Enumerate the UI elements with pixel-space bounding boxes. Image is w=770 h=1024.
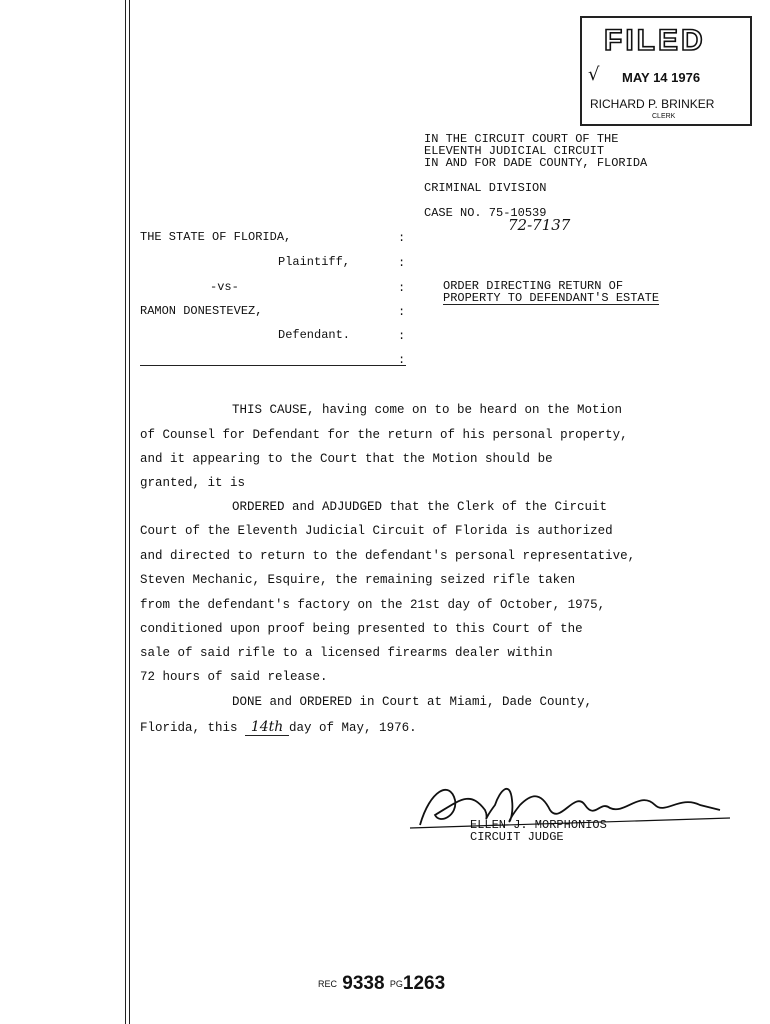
body-line-13: DONE and ORDERED in Court at Miami, Dade County, [232, 695, 593, 709]
caption-colon: : [398, 281, 406, 295]
judge-title: CIRCUIT JUDGE [470, 830, 564, 844]
caption-colon: : [398, 353, 406, 367]
caption-colon: : [398, 231, 406, 245]
body-line-5: ORDERED and ADJUDGED that the Clerk of the Circuit [232, 500, 608, 514]
defendant-role: Defendant. [278, 328, 351, 342]
court-name-line3: IN AND FOR DADE COUNTY, FLORIDA [424, 156, 648, 170]
plaintiff-role: Plaintiff, [278, 255, 351, 269]
filed-stamp [580, 16, 752, 126]
page-number: 1263 [402, 973, 446, 994]
margin-rule-left [125, 0, 126, 1024]
dated-prefix: Florida, this [140, 721, 238, 735]
body-line-1: THIS CAUSE, having come on to be heard on the Motion [232, 403, 623, 417]
court-name-line2: ELEVENTH JUDICIAL CIRCUIT [424, 144, 605, 158]
page-prefix: PG [389, 978, 403, 989]
court-name-line1: IN THE CIRCUIT COURT OF THE [424, 132, 619, 146]
case-number: CASE NO. 75-10539 [424, 206, 547, 220]
plaintiff-name: THE STATE OF FLORIDA, [140, 230, 292, 244]
book-prefix: REC [318, 978, 338, 989]
body-line-10: conditioned upon proof being presented to this Court of the [140, 622, 583, 636]
dated-line [140, 719, 417, 736]
book-number: 9338 [342, 973, 385, 994]
filed-stamp-date: MAY 14 1976 [622, 70, 701, 85]
versus-label: -vs- [210, 280, 239, 294]
filed-stamp-title: FILED [604, 24, 706, 57]
filed-stamp-clerk-name: RICHARD P. BRINKER [590, 97, 715, 111]
stamp-initial-mark: √ [588, 64, 600, 85]
court-division: CRIMINAL DIVISION [424, 181, 547, 195]
caption-colon: : [398, 329, 406, 343]
dated-day-handwritten: 14th [245, 719, 289, 736]
body-line-4: granted, it is [140, 476, 246, 490]
filed-stamp-clerk-title: CLERK [652, 113, 676, 120]
body-line-8: Steven Mechanic, Esquire, the remaining seized rifle taken [140, 573, 576, 587]
body-line-2: of Counsel for Defendant for the return of his personal property, [140, 428, 628, 442]
body-line-11: sale of said rifle to a licensed firearms dealer within [140, 646, 553, 660]
body-line-6: Court of the Eleventh Judicial Circuit of Florida is authorized [140, 524, 613, 538]
body-line-12: 72 hours of said release. [140, 670, 328, 684]
margin-rule-right [129, 0, 130, 1024]
caption-colon: : [398, 305, 406, 319]
defendant-name: RAMON DONESTEVEZ, [140, 304, 263, 318]
order-title-line2: PROPERTY TO DEFENDANT'S ESTATE [443, 291, 660, 305]
recording-reference [318, 973, 445, 995]
caption-colon: : [398, 256, 406, 270]
case-number-handwritten: 72-7137 [508, 216, 571, 234]
order-title-line1: ORDER DIRECTING RETURN OF [443, 279, 624, 293]
body-line-7: and directed to return to the defendant's personal representative, [140, 549, 636, 563]
body-line-9: from the defendant's factory on the 21st day of October, 1975, [140, 598, 606, 612]
body-line-3: and it appearing to the Court that the Motion should be [140, 452, 553, 466]
judge-name: ELLEN J. MORPHONIOS [470, 818, 607, 832]
caption-rule [140, 365, 406, 366]
dated-suffix: day of May, 1976. [289, 721, 417, 735]
